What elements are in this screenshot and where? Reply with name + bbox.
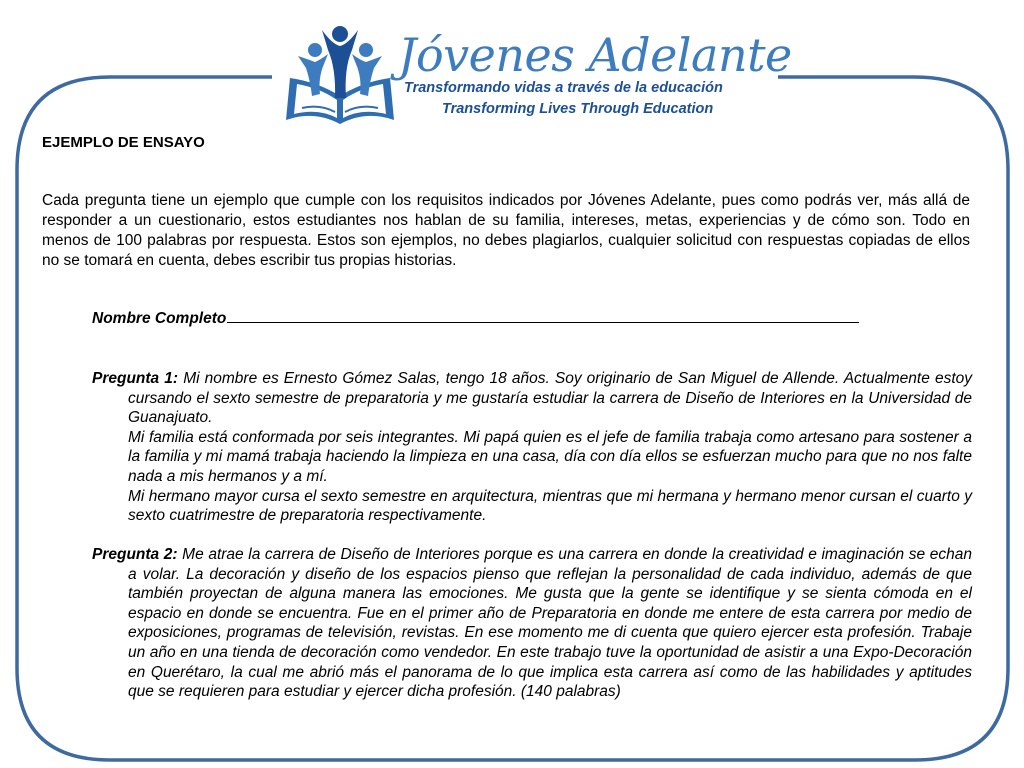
logo-title: Jóvenes Adelante [398,28,792,82]
document-heading: EJEMPLO DE ENSAYO [42,134,205,151]
intro-paragraph: Cada pregunta tiene un ejemplo que cumple con los requisitos indicados por Jóvenes Adelante, pues como podrás ver, más allá de responder a un cuestionario, estos estudiantes nos hablan de su familia, intereses, metas, experiencias y de cómo son. Todo en menos de 100 palabras por respuesta. Estos son ejemplos, no debes plagiarlos, cualquier solicitud con respuestas copiadas de ellos no se tomará en cuenta, debes escribir tus propias historias. [42,192,970,269]
question-1-paragraph [92,369,972,428]
question-2-paragraph [92,545,972,702]
question-1-text: Mi nombre es Ernesto Gómez Salas, tengo 18 años. Soy originario de San Miguel de Allende. Actualmente estoy cursando el sexto semestre de preparatoria y me gustaría estudiar la carrera de Diseño de Interiores en la Universidad de Guanajuato. [128,370,973,427]
full-name-blank [227,321,859,323]
question-2-text: Me atrae la carrera de Diseño de Interiores porque es una carrera en donde la creatividad e imaginación se echan a volar. La decoración y diseño de los espacios pienso que reflejan la personalidad de cada individuo, además de que también proyectan de alguna manera las emociones. Me gusta que la gente se identifique y se sienta cómoda en el espacio en donde se encuentra. Fue en el primer año de Preparatoria en donde me entere de esta carrera por medio de exposiciones, programas de televisión, revistas. En ese momento me di cuenta que quiero ejercer esta profesión. Trabaje un año en una tienda de decoración como vendedor. En este trabajo tuve la oportunidad de asistir a una Expo-Decoración en Querétaro, la cual me abrió más el panorama de lo que implica esta carrera así como de las habilidades y aptitudes que se requieren para estudiar y ejercer dicha profesión. (140 palabras) [128,546,973,701]
logo-emblem-icon [280,20,400,130]
question-1-label: Pregunta 1: [92,370,179,387]
full-name-label: Nombre Completo [92,310,227,327]
question-1 [92,369,972,526]
question-1-family-paragraph: Mi familia está conformada por seis integrantes. Mi papá quien es el jefe de familia trabaja como artesano para sostener a la familia y mi mamá trabaja haciendo la limpieza en una casa, día con día ellos se esfuerzan mucho para que no nos falte nada a mis hermanos y a mí. [128,428,972,485]
full-name-line [92,310,859,328]
question-2 [92,545,972,702]
question-1-siblings-paragraph: Mi hermano mayor cursa el sexto semestre en arquitectura, mientras que mi hermana y hermano menor cursan el cuarto y sexto cuatrimestre de preparatoria respectivamente. [128,487,972,525]
logo [280,20,792,130]
logo-subtitle-spanish: Transformando vidas a través de la educación [404,80,723,96]
question-2-label: Pregunta 2: [92,546,178,563]
logo-subtitle-english: Transforming Lives Through Education [442,101,714,117]
